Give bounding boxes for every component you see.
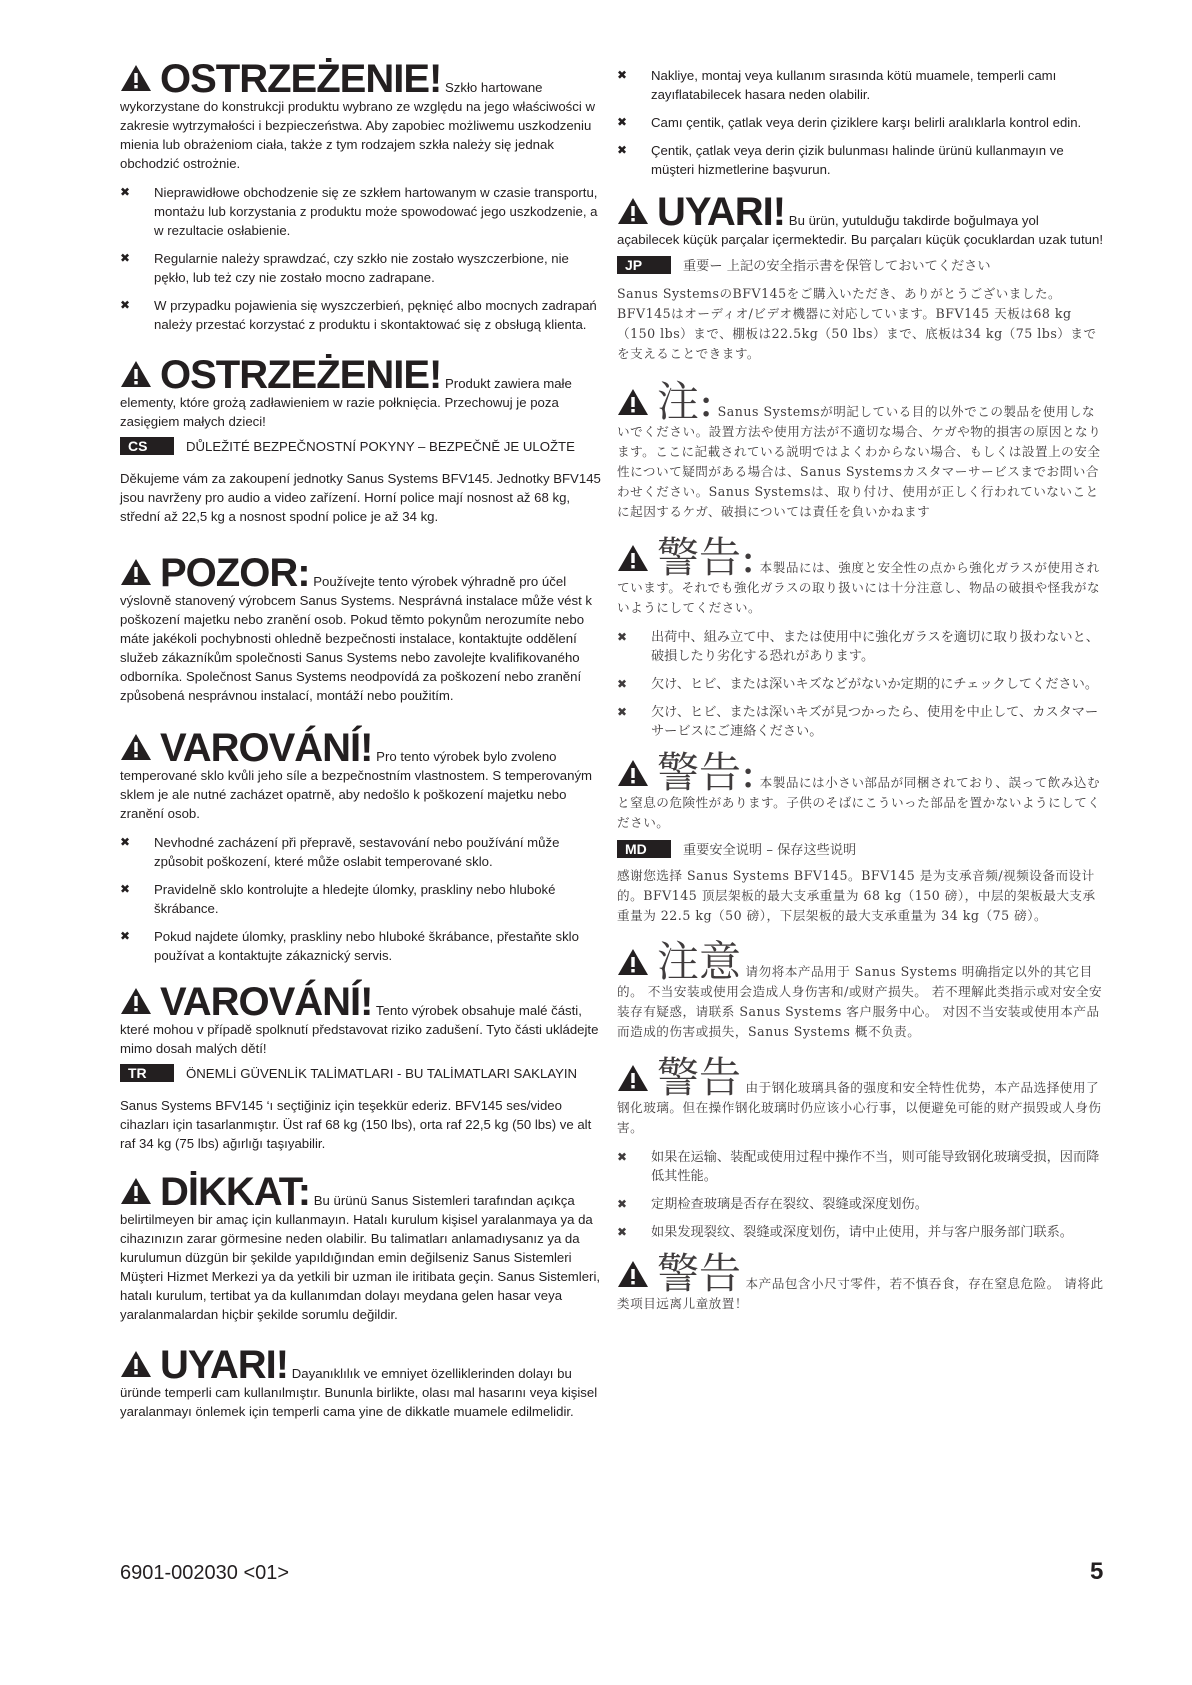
language-header-tr: [120, 1064, 607, 1082]
warning-text: Pro tento výrobek bylo zvoleno temperované sklo kvůli jeho síle a bezpečnostním vlastnostem. S temperovaným sklem je ale nutné zacházet opatrně, aby nedošlo k poškození majetku nebo zranění osob.: [120, 749, 593, 821]
warning-triangle-icon: [120, 1177, 152, 1205]
list-item: [617, 675, 1104, 694]
warning-block-cs-2: [120, 980, 607, 1058]
warning-headline: DİKKAT:: [160, 1170, 311, 1214]
bullet-marker-icon: ✖: [617, 677, 628, 691]
warning-block-md-1: [617, 1053, 1104, 1242]
bullet-marker-icon: ✖: [617, 143, 628, 157]
list-item: [617, 141, 1104, 179]
page-number: 5: [1090, 1558, 1104, 1585]
warning-text: 本产品包含小尺寸零件，若不慎吞食，存在窒息危险。 请将此类项目远离儿童放置！: [617, 1276, 1104, 1311]
bullet-marker-icon: ✖: [120, 298, 131, 312]
language-title: DŮLEŽITÉ BEZPEČNOSTNÍ POKYNY – BEZPEČNĚ JE ULOŽTE: [186, 439, 575, 454]
language-badge: CS: [120, 437, 174, 455]
bullet-list: [617, 628, 1104, 741]
language-badge: JP: [617, 256, 671, 274]
warning-triangle-icon: [120, 733, 152, 761]
language-title: 重要安全说明 – 保存这些说明: [683, 843, 857, 858]
bullet-marker-icon: ✖: [120, 185, 131, 199]
list-item-text: Nieprawidłowe obchodzenie się ze szkłem hartowanym w czasie transportu, montażu lub korzystania z produktu może spowodować jego uszkodzenie, a w rezultacie osłabienie.: [154, 185, 598, 238]
list-item: [120, 880, 607, 918]
list-item-text: W przypadku pojawienia się wyszczerbień, pęknięć albo mocnych zadrapań należy przestać korzystać z produktu i skontaktować się z obsługą klienta.: [154, 298, 597, 332]
warning-block-jp-1: [617, 533, 1104, 741]
warning-headline: 警告:: [657, 533, 756, 582]
list-item: [120, 927, 607, 965]
list-item: [617, 703, 1104, 741]
warning-triangle-icon: [617, 544, 649, 572]
warning-headline: OSTRZEŻENIE!: [160, 353, 442, 397]
list-item: [617, 1148, 1104, 1186]
list-item-text: 欠け、ヒビ、または深いキズなどがないか定期的にチェックしてください。: [651, 677, 1099, 692]
warning-triangle-icon: [617, 197, 649, 225]
list-item: [617, 66, 1104, 104]
bullet-marker-icon: ✖: [617, 705, 628, 719]
warning-text: Používejte tento výrobek výhradně pro účel výslovně stanovený výrobcem Sanus Systems. Nesprávná instalace může vést k poškození majetku nebo zranění osob. Pokud těmto pokynům nerozumíte nebo máte jakékoli pochybnosti ohledně bezpečnosti instalace, kontaktujte oddělení služeb zákazníkům společnosti Sanus Systems nebo zavolejte kvalifikovaného odborníka. Společnost Sanus Systems neodpovídá za poškození nebo zranění způsobená nesprávnou instalací, montáží nebo použitím.: [120, 574, 593, 703]
warning-headline: VAROVÁNÍ!: [160, 726, 373, 770]
list-item-text: Regularnie należy sprawdzać, czy szkło nie zostało wyszczerbione, nie pękło, lub też czy nie zostało mocno zadrapane.: [154, 251, 569, 285]
warning-headline: VAROVÁNÍ!: [160, 980, 373, 1024]
list-item: [617, 1223, 1104, 1242]
right-column: [617, 66, 1104, 1342]
list-item: [617, 113, 1104, 132]
warning-triangle-icon: [617, 759, 649, 787]
list-item: [120, 249, 607, 287]
warning-text: Dayanıklılık ve emniyet özelliklerinden dolayı bu üründe temperli cam kullanılmıştır. Bununla birlikte, olası mal hasarını veya kişisel yaralanmayı önlemek için temperli cama yine de dikkatle muamele edilmelidir.: [120, 1366, 598, 1419]
warning-triangle-icon: [120, 1350, 152, 1378]
list-item: [617, 1195, 1104, 1214]
list-item: [120, 183, 607, 240]
list-item: [617, 628, 1104, 666]
language-header-cs: [120, 437, 607, 455]
warning-block-tr-1: [120, 1343, 607, 1421]
intro-paragraph-cs: Děkujeme vám za zakoupení jednotky Sanus Systems BFV145. Jednotky BFV145 jsou navrženy pro audio a video zařízení. Horní police mají nosnost až 68 kg, střední až 22,5 kg a nosnost spodní police je až 34 kg.: [120, 471, 601, 524]
warning-triangle-icon: [617, 1064, 649, 1092]
bullet-marker-icon: ✖: [617, 630, 628, 644]
intro-paragraph-md: 感谢您选择 Sanus Systems BFV145。BFV145 是为支承音频/视频设备而设计的。BFV145 顶层架板的最大支承重量为 68 kg（150 磅），中层的架板最大支承重量为 22.5 kg（50 磅），下层架板的最大支承重量为 34 kg（75 磅）。: [617, 868, 1096, 923]
language-header-md: [617, 839, 1104, 858]
warning-text: Bu ürün, yutulduğu takdirde boğulmaya yol açabilecek küçük parçalar içermektedir. Bu parçaları küçük çocuklardan uzak tutun!: [617, 213, 1103, 247]
list-item-text: Nevhodné zacházení při přepravě, sestavování nebo používání může způsobit poškození, které může oslabit temperované sklo.: [154, 835, 560, 869]
warning-block-cs-1: [120, 726, 607, 965]
warning-text: 本製品には、強度と安全性の点から強化ガラスが使用されています。それでも強化ガラスの取り扱いには十分注意し、物品の破損や怪我がないようにしてください。: [617, 560, 1101, 615]
list-item: [120, 833, 607, 871]
caution-block-cs: [120, 551, 607, 705]
list-item-text: 如果发现裂纹、裂缝或深度划伤，请中止使用，并与客户服务部门联系。: [651, 1225, 1073, 1240]
caution-block-md: [617, 937, 1104, 1042]
caution-block-tr: [120, 1170, 607, 1324]
bullet-marker-icon: ✖: [617, 68, 628, 82]
warning-text: Sanus Systemsが明記している目的以外でこの製品を使用しないでください。設置方法や使用方法が不適切な場合、ケガや物的損害の原因となります。ここに記載されている説明ではよくわからない場合、もしくは設置上の安全性について疑問がある場合は、Sanus Systemsカスタマーサービスまでお問い合わせください。Sanus Systemsは、取り付け、使用が正しく行われていないことに起因するケガ、破損については責任を負いかねます: [617, 404, 1102, 519]
intro-paragraph-tr: Sanus Systems BFV145 ‘ı seçtiğiniz için teşekkür ederiz. BFV145 ses/video cihazları için tasarlanmıştır. Üst raf 68 kg (150 lbs), orta raf 22,5 kg (50 lbs) ve alt raf 34 kg (75 lbs) ağırlığı taşıyabilir.: [120, 1098, 592, 1151]
list-item-text: Nakliye, montaj veya kullanım sırasında kötü muamele, temperli camı zayıflatabilecek hasara neden olabilir.: [651, 68, 1057, 102]
bullet-list-tr-continued: [617, 66, 1104, 179]
list-item-text: Camı çentik, çatlak veya derin çiziklere karşı belirli aralıklarla kontrol edin.: [651, 115, 1082, 130]
warning-triangle-icon: [120, 558, 152, 586]
warning-triangle-icon: [617, 1260, 649, 1288]
bullet-list: [120, 833, 607, 965]
warning-text: Produkt zawiera małe elementy, które grożą zadławieniem w razie połknięcia. Przechowuj je poza zasięgiem małych dzieci!: [120, 376, 572, 429]
warning-text: 由于钢化玻璃具备的强度和安全特性优势，本产品选择使用了钢化玻璃。但在操作钢化玻璃时仍应该小心行事，以便避免可能的财产损毁或人身伤害。: [617, 1080, 1102, 1135]
warning-triangle-icon: [617, 948, 649, 976]
warning-text: Tento výrobek obsahuje malé části, které mohou v případě spolknutí představovat riziko zadušení. Tyto části ukládejte mimo dosah malých dětí!: [120, 1003, 599, 1056]
bullet-marker-icon: ✖: [617, 115, 628, 129]
warning-block-md-2: [617, 1249, 1104, 1314]
warning-headline: 警告: [657, 1053, 742, 1102]
warning-block-tr-2: [617, 190, 1104, 249]
warning-block-jp-2: [617, 748, 1104, 833]
language-title: 重要ー 上記の安全指示書を保管しておいてください: [683, 259, 991, 274]
warning-text: Bu ürünü Sanus Sistemleri tarafından açıkça belirtilmeyen bir amaç için kullanmayın. Hatalı kurulum kişisel yaralanmaya ya da cihazınızın zarar görmesine neden olabilir. Bu talimatları anlamadıysanız ya da kurulumun düzgün bir şekilde yapıldığından emin değilseniz Sanus Sistemleri Müşteri Hizmet Merkezi ya da yetkili bir uzman ile iritibata geçin. Sanus Sistemleri, hatalı kurulum, tertibat ya da kullanımdan dolayı meydana gelen hasar veya yaralanmalardan hiçbir şekilde sorumlu değildir.: [120, 1193, 601, 1322]
caution-block-jp: [617, 377, 1104, 522]
warning-headline: 注意: [657, 937, 742, 986]
intro-paragraph-jp: Sanus SystemsのBFV145をご購入いただき、ありがとうございました。BFV145はオーディオ/ビデオ機器に対応しています。BFV145 天板は68 kg（150 lbs）まで、棚板は22.5kg（50 lbs）まで、底板は34 kg（75 lbs）までを支えることできます。: [617, 286, 1097, 361]
warning-triangle-icon: [120, 64, 152, 92]
bullet-marker-icon: ✖: [120, 882, 131, 896]
list-item-text: Çentik, çatlak veya derin çizik bulunması halinde ürünü kullanmayın ve müşteri hizmetlerine başvurun.: [651, 143, 1064, 177]
list-item-text: 出荷中、組み立て中、または使用中に強化ガラスを適切に取り扱わないと、破損したり劣化する恐れがあります。: [651, 630, 1099, 664]
warning-headline: 注:: [657, 377, 714, 426]
bullet-marker-icon: ✖: [617, 1225, 628, 1239]
bullet-marker-icon: ✖: [617, 1150, 628, 1164]
warning-headline: OSTRZEŻENIE!: [160, 57, 442, 101]
warning-triangle-icon: [120, 987, 152, 1015]
language-header-jp: [617, 255, 1104, 274]
bullet-marker-icon: ✖: [120, 929, 131, 943]
language-title: ÖNEMLİ GÜVENLİK TALİMATLARI - BU TALİMATLARI SAKLAYIN: [186, 1066, 578, 1081]
document-code: 6901-002030 <01>: [120, 1562, 290, 1584]
warning-triangle-icon: [120, 360, 152, 388]
bullet-marker-icon: ✖: [120, 251, 131, 265]
warning-headline: UYARI!: [160, 1343, 289, 1387]
warning-headline: POZOR:: [160, 551, 310, 595]
list-item-text: Pravidelně sklo kontrolujte a hledejte úlomky, praskliny nebo hluboké škrábance.: [154, 882, 556, 916]
warning-headline: 警告: [657, 1249, 742, 1298]
left-column: [120, 57, 607, 1449]
bullet-marker-icon: ✖: [617, 1197, 628, 1211]
list-item-text: 如果在运输、装配或使用过程中操作不当，则可能导致钢化玻璃受损，因而降低其性能。: [651, 1150, 1100, 1184]
warning-headline: 警告:: [657, 748, 756, 797]
warning-block-pl-1: [120, 57, 607, 334]
language-badge: MD: [617, 840, 671, 858]
warning-text: 请勿将本产品用于 Sanus Systems 明确指定以外的其它目的。 不当安装或使用会造成人身伤害和/或财产损失。 若不理解此类指示或对安全安装存有疑惑，请联系 Sanus Systems 客户服务中心。 对因不当安装或使用本产品而造成的伤害或损失，Sanus Systems 概不负责。: [617, 964, 1103, 1039]
warning-triangle-icon: [617, 388, 649, 416]
list-item-text: Pokud najdete úlomky, praskliny nebo hluboké škrábance, přestaňte sklo používat a kontaktujte zákaznický servis.: [154, 929, 579, 963]
language-badge: TR: [120, 1064, 174, 1082]
bullet-list: [120, 183, 607, 334]
warning-headline: UYARI!: [657, 190, 786, 234]
warning-text: 本製品には小さい部品が同梱されており、誤って飲み込むと窒息の危険性があります。子供のそばにこういった部品を置かないようにしてください。: [617, 775, 1101, 830]
bullet-list: [617, 1148, 1104, 1242]
bullet-marker-icon: ✖: [120, 835, 131, 849]
list-item-text: 定期检查玻璃是否存在裂纹、裂缝或深度划伤。: [651, 1197, 928, 1212]
list-item-text: 欠け、ヒビ、または深いキズが見つかったら、使用を中止して、カスタマーサービスにご連絡ください。: [651, 705, 1099, 739]
warning-text: Szkło hartowane wykorzystane do konstrukcji produktu wybrano ze względu na jego właściwości w zakresie wytrzymałości i bezpieczeństwa. Aby zapobiec możliwemu uszkodzeniu mienia lub obrażeniom ciała, także z tym rodzajem szkła należy się jednak obchodzić ostrożnie.: [120, 80, 595, 171]
list-item: [120, 296, 607, 334]
warning-block-pl-2: [120, 353, 607, 431]
